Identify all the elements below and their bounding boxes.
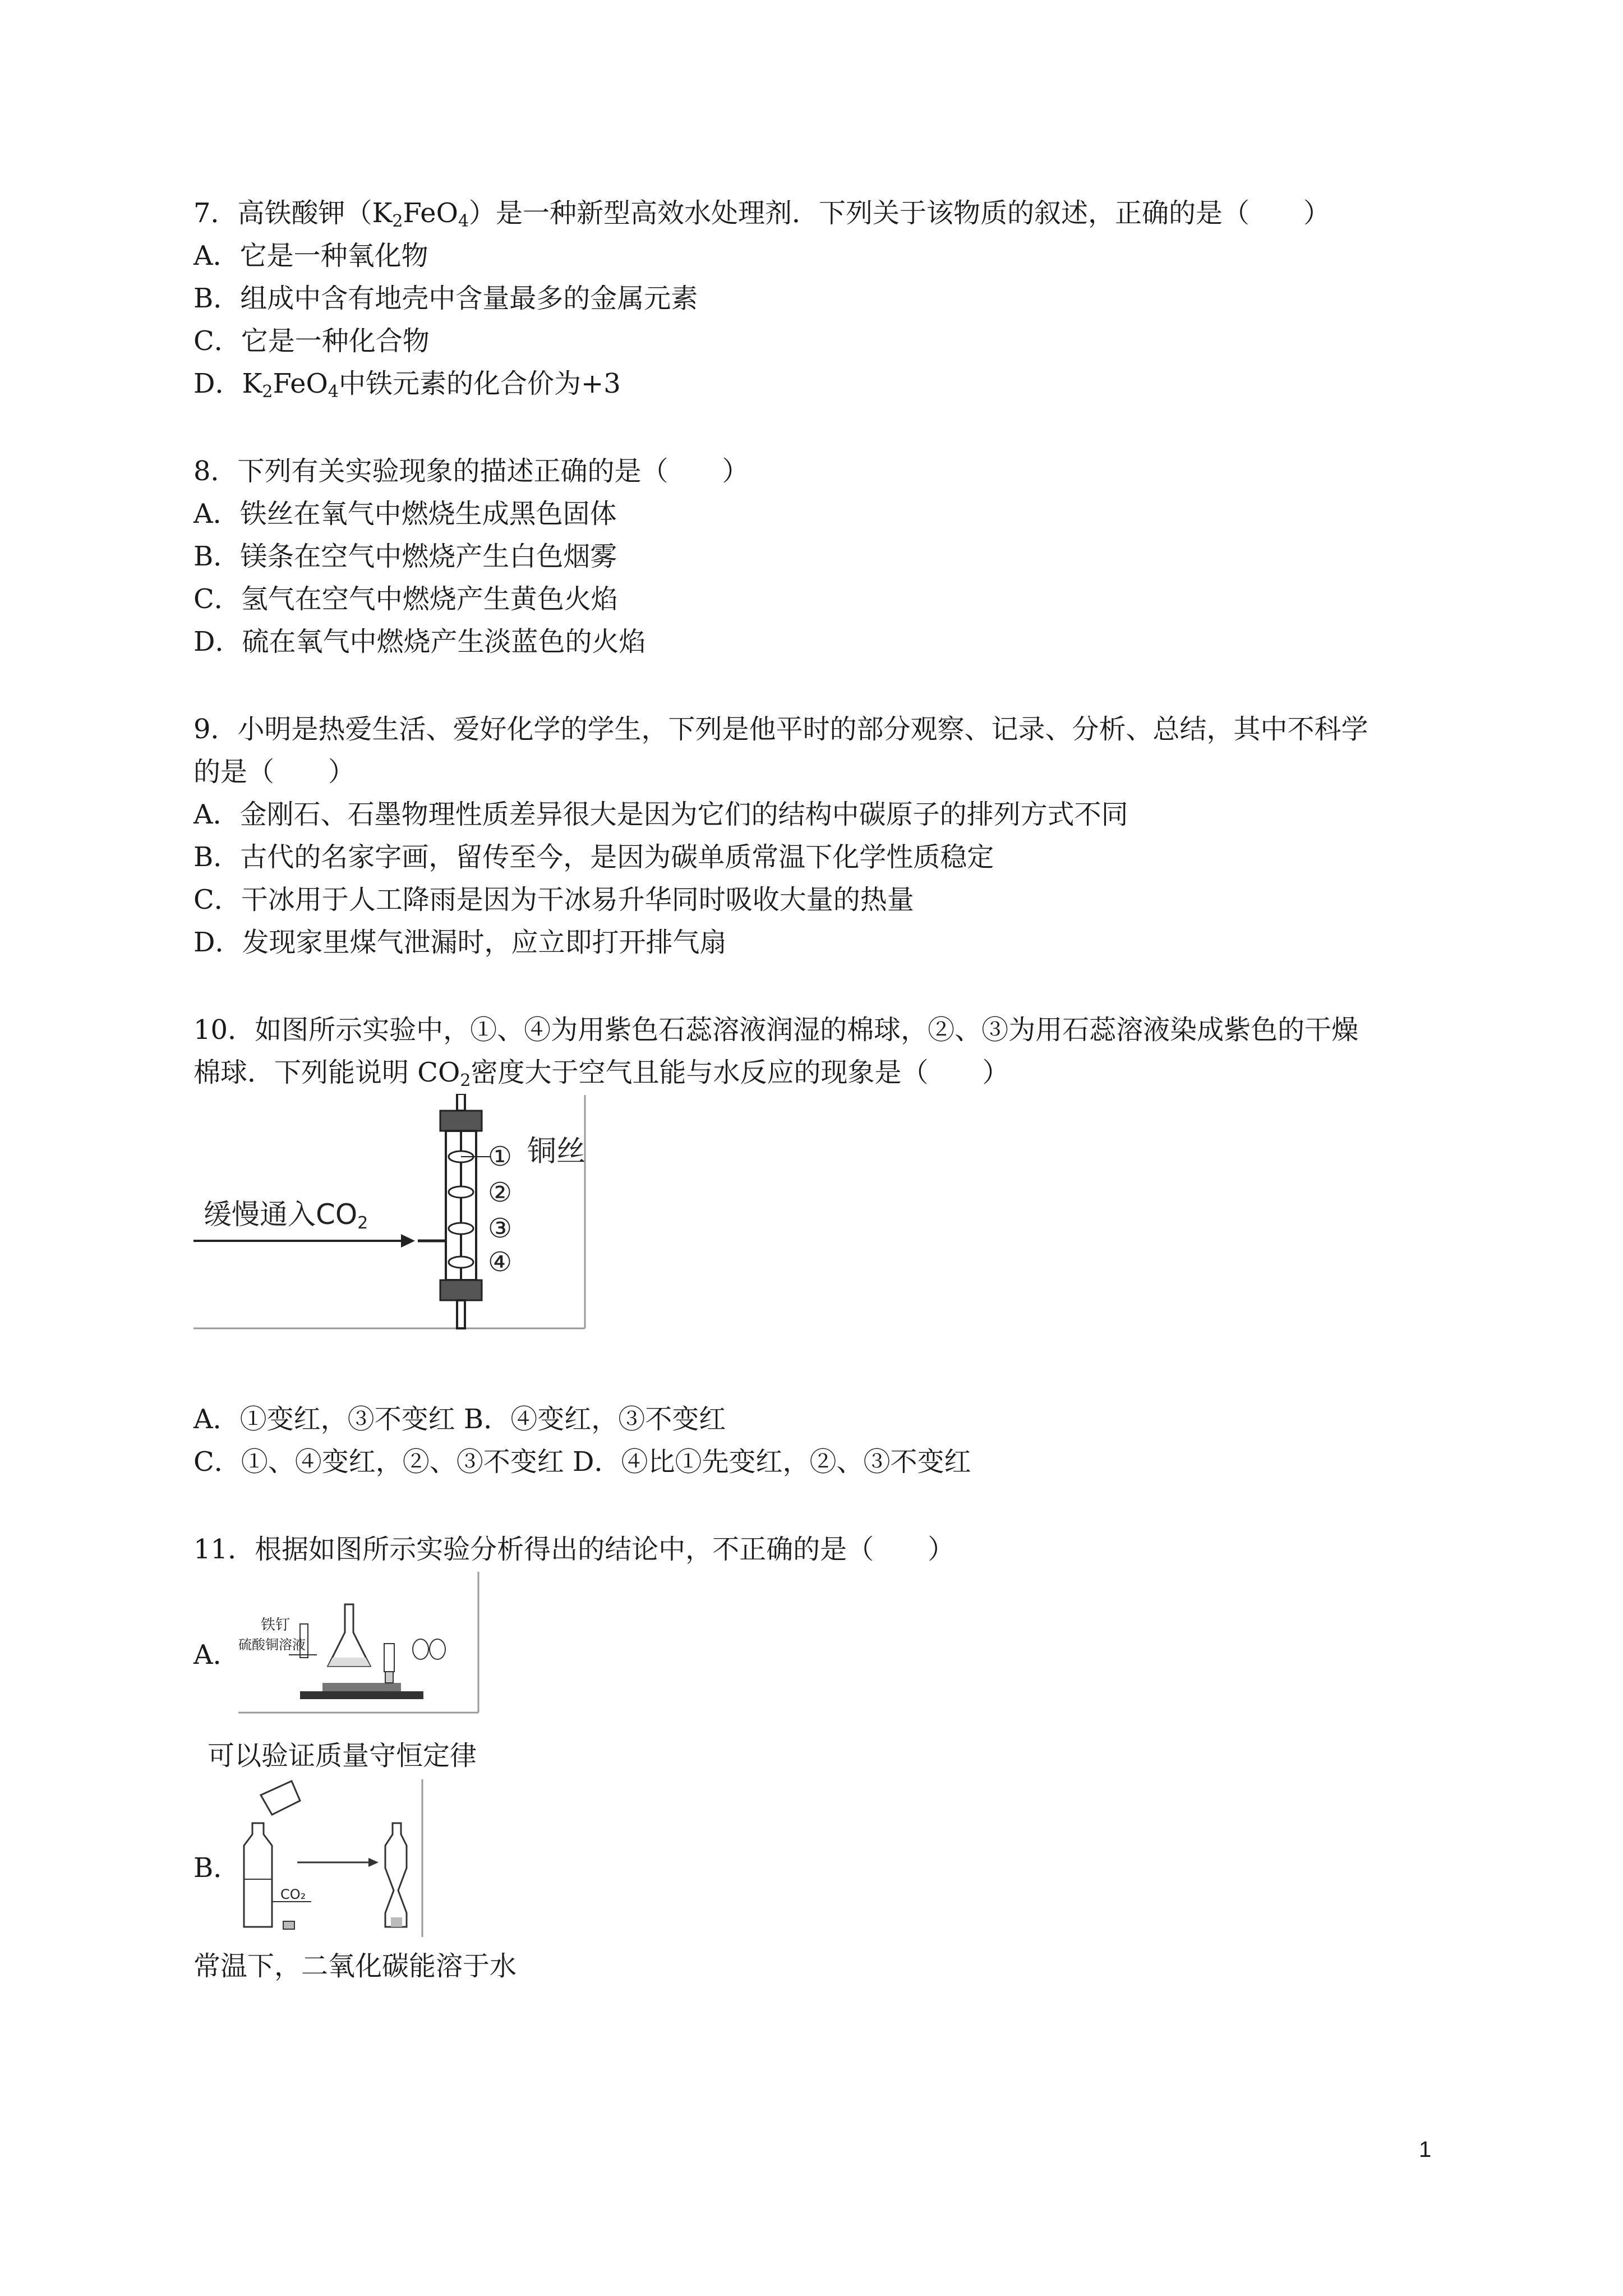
q11-option-b-text: 常温下，二氧化碳能溶于水 (193, 1950, 517, 1982)
q10-stem-line1: 10．如图所示实验中，①、④为用紫色石蕊溶液润湿的棉球，②、③为用石蕊溶液染成紫色的干燥 (193, 1014, 1359, 1046)
q9-option-c: C．干冰用于人工降雨是因为干冰易升华同时吸收大量的热量 (193, 884, 914, 915)
flask-icon (328, 1604, 370, 1666)
q8-option-b: B．镁条在空气中燃烧产生白色烟雾 (193, 541, 617, 572)
co2-label: CO₂ (280, 1887, 306, 1902)
q10-options-line2: C．①、④变红，②、③不变红 D．④比①先变红，②、③不变红 (193, 1446, 971, 1478)
q7-option-c: C．它是一种化合物 (193, 325, 430, 357)
q7-option-a: A．它是一种氧化物 (193, 240, 428, 272)
q7-option-b: B．组成中含有地壳中含量最多的金属元素 (193, 283, 698, 314)
bottom-outlet-tube-icon (457, 1300, 465, 1328)
plastic-bottle-icon (244, 1823, 272, 1927)
arrowhead-icon (401, 1234, 415, 1248)
ball-4-label: ④ (488, 1246, 513, 1278)
q11-option-a-letter: A． (193, 1639, 240, 1671)
cotton-ball-2-icon (449, 1186, 473, 1198)
beaker-icon (384, 1644, 394, 1672)
q9-stem-line2: 的是（ ） (193, 756, 356, 788)
iron-nail-label: 铁钉 (261, 1617, 291, 1634)
page-number: 1 (1419, 2137, 1432, 2162)
weight-icon (413, 1639, 428, 1659)
q8-option-d: D．硫在氧气中燃烧产生淡蓝色的火焰 (193, 626, 646, 657)
balance-pan-icon (322, 1683, 401, 1691)
bottom-stopper-icon (440, 1280, 482, 1300)
q11-option-a-text: 可以验证质量守恒定律 (208, 1740, 477, 1772)
q11-stem: 11．根据如图所示实验分析得出的结论中，不正确的是（ ） (193, 1534, 955, 1565)
deformed-bottle-icon (385, 1823, 407, 1927)
q9-stem-line1: 9．小明是热爱生活、爱好化学的学生，下列是他平时的部分观察、记录、分析、总结，其中不科学 (193, 714, 1368, 745)
ball-1-label: ① (488, 1141, 513, 1172)
pouring-beaker-icon (261, 1781, 300, 1815)
q11-option-a-balance-figure (238, 1571, 479, 1714)
balance-base-icon (300, 1691, 423, 1699)
q7-option-d: D．$K_2FeO_4$中铁元素的化合价为+3 (193, 368, 621, 402)
q11-option-b-bottle-figure (238, 1778, 423, 1938)
q10-stem-line2: 棉球．下列能说明 $CO_2$密度大于空气且能与水反应的现象是（ ） (193, 1057, 1009, 1091)
q8-option-c: C．氢气在空气中燃烧产生黄色火焰 (193, 583, 618, 615)
q8-stem: 8．下列有关实验现象的描述正确的是（ ） (193, 455, 749, 487)
q9-option-b: B．古代的名家字画，留传至今，是因为碳单质常温下化学性质稳定 (193, 841, 994, 873)
cotton-ball-4-icon (449, 1257, 473, 1268)
q9-option-d: D．发现家里煤气泄漏时，应立即打开排气扇 (193, 927, 727, 958)
top-stopper-icon (440, 1111, 482, 1131)
copper-sulfate-label: 硫酸铜溶液 (238, 1637, 306, 1653)
q9-option-a: A．金刚石、石墨物理性质差异很大是因为它们的结构中碳原子的排列方式不同 (193, 799, 1128, 830)
q8-option-a: A．铁丝在氧气中燃烧生成黑色固体 (193, 498, 617, 530)
inlet-label: 缓慢通入CO2 (204, 1198, 368, 1233)
q7-stem: 7．高铁酸钾$(K_2FeO_4)$是一种新型高效水处理剂．下列关于该物质的叙述，正确的是（ ） (193, 197, 1331, 231)
copper-wire-label: 铜丝 (527, 1135, 586, 1168)
cotton-ball-3-icon (449, 1223, 473, 1234)
top-outlet-tube-icon (457, 1094, 465, 1111)
q11-option-b-letter: B． (193, 1852, 241, 1884)
ball-2-label: ② (488, 1177, 513, 1208)
q10-co2-apparatus-figure (193, 1094, 586, 1329)
ball-3-label: ③ (488, 1213, 513, 1244)
q10-options-line1: A．①变红，③不变红 B．④变红，③不变红 (193, 1404, 726, 1435)
